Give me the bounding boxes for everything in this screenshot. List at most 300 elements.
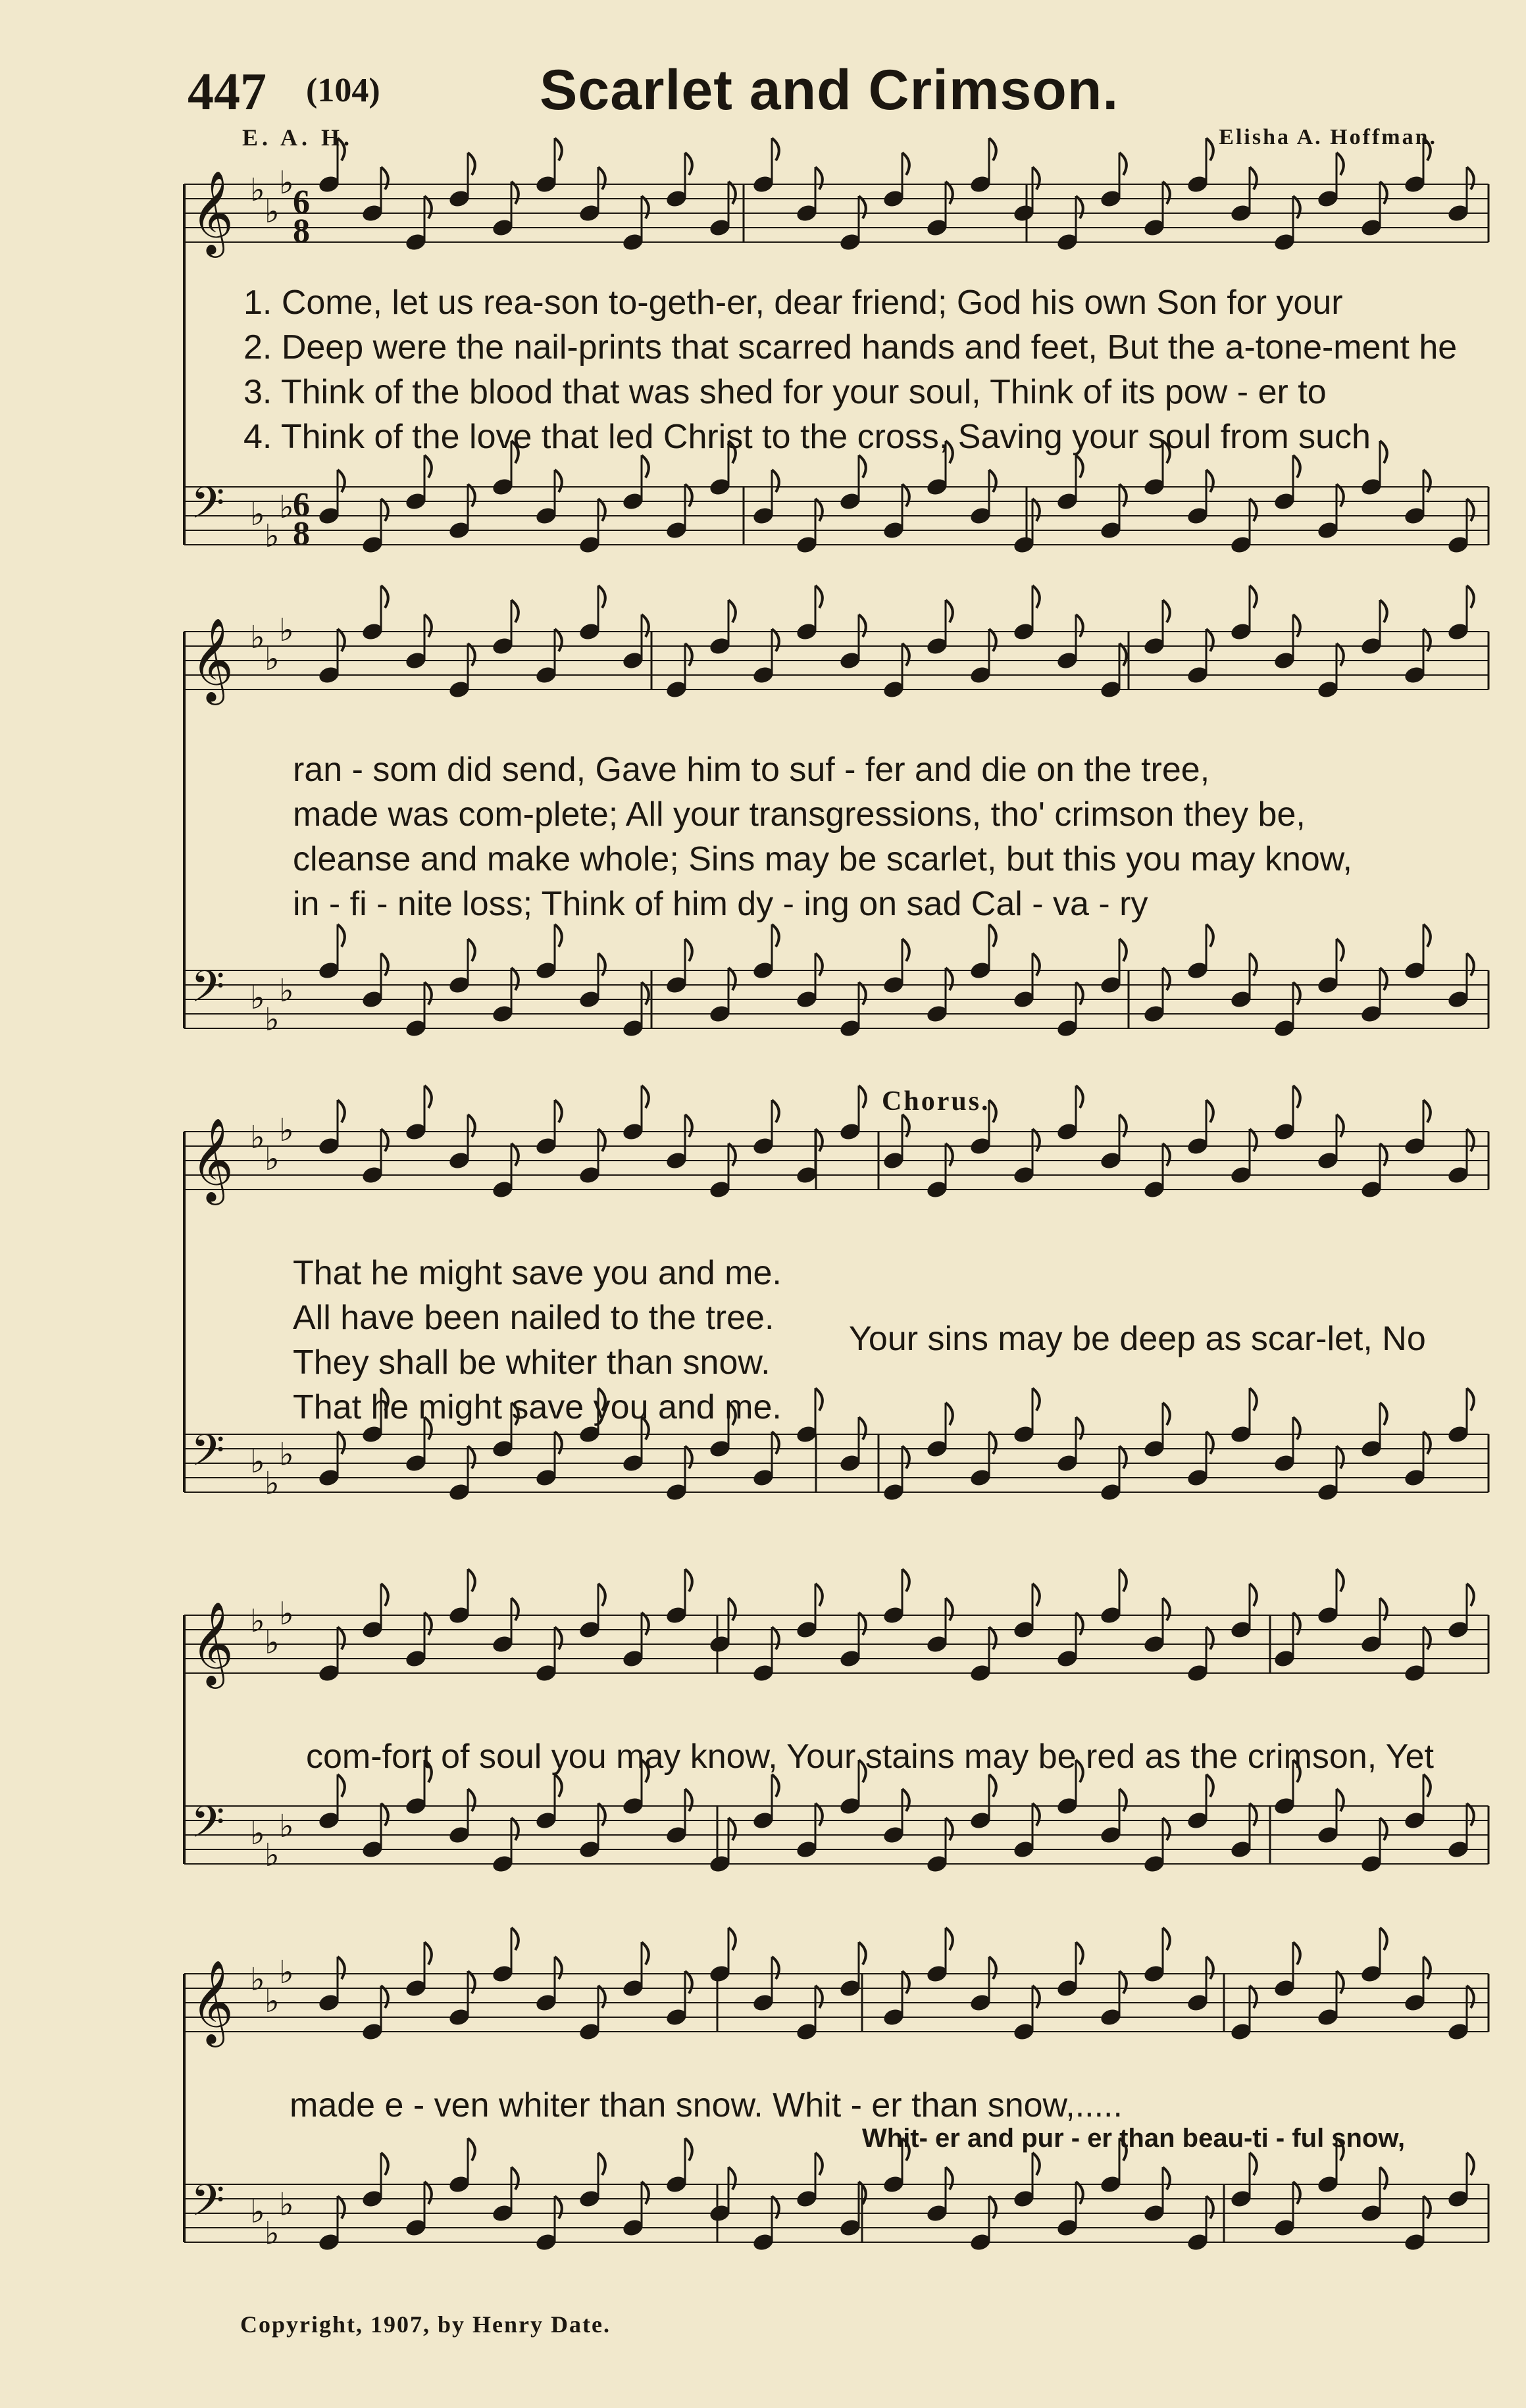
note-flag	[1250, 1129, 1257, 1151]
note-flag	[1250, 499, 1257, 521]
note-flag	[598, 586, 605, 608]
note-flag	[1119, 1789, 1127, 1811]
time-signature: 8	[293, 213, 310, 250]
note-flag	[1293, 615, 1300, 637]
note-flag	[1423, 470, 1431, 492]
note-flag	[468, 1569, 475, 1592]
note-flag	[989, 1100, 996, 1122]
note-flag	[1293, 1417, 1300, 1440]
note-flag	[1119, 153, 1127, 175]
note-flag	[642, 196, 649, 218]
flat-icon: ♭	[250, 496, 265, 533]
note-flag	[859, 1417, 866, 1440]
verse-3-line-1: 3. Think of the blood that was shed for your soul, Think of its pow - er to	[243, 373, 1327, 411]
note-flag	[728, 1598, 736, 1620]
note-flag	[1076, 982, 1083, 1005]
note-flag	[1163, 1928, 1170, 1950]
note-flag	[1076, 1086, 1083, 1108]
note-flag	[1380, 1928, 1387, 1950]
note-flag	[338, 924, 345, 947]
flat-icon: ♭	[265, 1465, 280, 1502]
note-flag	[685, 1115, 692, 1137]
note-flag	[338, 1432, 345, 1454]
treble-clef-icon: 𝄞	[191, 1601, 234, 1685]
note-flag	[468, 643, 475, 666]
note-flag	[555, 138, 562, 161]
note-flag	[815, 1584, 823, 1606]
note-flag	[511, 600, 519, 622]
note-flag	[772, 1774, 779, 1797]
note-flag	[381, 1803, 388, 1826]
note-flag	[338, 470, 345, 492]
note-flag	[946, 1928, 953, 1950]
verse-4-line-2: in - fi - nite loss; Think of him dy - ing on sad Cal - va - ry	[293, 885, 1148, 923]
note-flag	[338, 1100, 345, 1122]
note-flag	[555, 470, 562, 492]
note-flag	[1423, 1432, 1431, 1454]
time-signature: 6	[293, 184, 310, 221]
flat-icon: ♭	[265, 641, 280, 678]
note-flag	[1076, 1613, 1083, 1635]
note-flag	[511, 968, 519, 990]
note-flag	[1076, 455, 1083, 478]
note-flag	[772, 1432, 779, 1454]
note-flag	[772, 470, 779, 492]
note-flag	[338, 1627, 345, 1649]
note-flag	[1467, 1986, 1474, 2008]
note-flag	[772, 138, 779, 161]
note-flag	[1423, 629, 1431, 651]
chorus-line-3: made e - ven whiter than snow. Whit - er than snow,.....	[290, 2086, 1123, 2124]
note-flag	[1250, 2153, 1257, 2175]
bass-clef-icon: 𝄢	[191, 1797, 225, 1858]
chorus-line-3-alt: Whit- er and pur - er than beau-ti - ful snow,	[862, 2124, 1406, 2153]
flat-icon: ♭	[279, 164, 294, 201]
note-flag	[685, 643, 692, 666]
note-flag	[424, 1942, 432, 1965]
note-flag	[1163, 600, 1170, 622]
chorus-line-1: Your sins may be deep as scar-let, No	[849, 1320, 1426, 1358]
note-flag	[1380, 441, 1387, 463]
note-flag	[902, 484, 909, 507]
note-flag	[685, 1971, 692, 1994]
note-flag	[1206, 629, 1213, 651]
flat-icon: ♭	[250, 1961, 265, 1998]
flat-icon: ♭	[265, 1837, 280, 1874]
note-flag	[815, 1986, 823, 2008]
note-flag	[1076, 196, 1083, 218]
note-flag	[1250, 1388, 1257, 1411]
note-flag	[1380, 1403, 1387, 1425]
note-flag	[1076, 615, 1083, 637]
text-author: E. A. H.	[242, 124, 354, 151]
note-flag	[815, 167, 823, 189]
alt-hymn-number: (104)	[306, 72, 380, 109]
treble-clef-icon: 𝄞	[191, 1117, 234, 1201]
note-flag	[381, 499, 388, 521]
note-flag	[728, 600, 736, 622]
note-flag	[381, 167, 388, 189]
note-flag	[511, 1928, 519, 1950]
verse-1-line-3: That he might save you and me.	[293, 1254, 782, 1292]
note-flag	[728, 1143, 736, 1166]
composer: Elisha A. Hoffman.	[1219, 125, 1437, 149]
note-flag	[1032, 499, 1040, 521]
note-flag	[859, 1942, 866, 1965]
note-flag	[902, 1789, 909, 1811]
bass-clef-icon: 𝄢	[191, 2175, 225, 2236]
note-flag	[902, 939, 909, 961]
note-flag	[511, 182, 519, 204]
note-flag	[815, 953, 823, 976]
note-flag	[555, 629, 562, 651]
note-flag	[1032, 167, 1040, 189]
note-flag	[468, 2138, 475, 2161]
note-flag	[1336, 484, 1344, 507]
note-flag	[772, 1100, 779, 1122]
note-flag	[1032, 1388, 1040, 1411]
bass-clef-icon: 𝄢	[191, 478, 225, 539]
note-flag	[1380, 182, 1387, 204]
note-flag	[728, 2167, 736, 2190]
note-flag	[902, 1446, 909, 1468]
note-flag	[1119, 1971, 1127, 1994]
note-flag	[642, 1613, 649, 1635]
note-flag	[859, 196, 866, 218]
note-flag	[1336, 1446, 1344, 1468]
note-flag	[598, 1129, 605, 1151]
flat-icon: ♭	[279, 612, 294, 649]
note-flag	[598, 2153, 605, 2175]
note-flag	[815, 1388, 823, 1411]
note-flag	[1467, 1129, 1474, 1151]
time-signature: 8	[293, 515, 310, 553]
note-flag	[468, 1115, 475, 1137]
note-flag	[1163, 182, 1170, 204]
note-flag	[815, 586, 823, 608]
verse-1-line-2: ran - som did send, Gave him to suf - fer and die on the tree,	[293, 751, 1210, 789]
note-flag	[902, 153, 909, 175]
flat-icon: ♭	[265, 1141, 280, 1178]
note-flag	[381, 2153, 388, 2175]
note-flag	[1336, 643, 1344, 666]
note-flag	[555, 1432, 562, 1454]
note-flag	[1467, 953, 1474, 976]
note-flag	[989, 629, 996, 651]
note-flag	[946, 1403, 953, 1425]
flat-icon: ♭	[279, 1436, 294, 1473]
note-flag	[598, 499, 605, 521]
flat-icon: ♭	[250, 1603, 265, 1640]
note-flag	[1206, 1957, 1213, 1979]
note-flag	[946, 182, 953, 204]
note-flag	[1076, 1942, 1083, 1965]
note-flag	[1467, 1388, 1474, 1411]
hymn-title: Scarlet and Crimson.	[540, 59, 1119, 122]
note-flag	[859, 615, 866, 637]
flat-icon: ♭	[265, 193, 280, 230]
note-flag	[1119, 1115, 1127, 1137]
note-flag	[1250, 1986, 1257, 2008]
note-flag	[1423, 1957, 1431, 1979]
note-flag	[772, 629, 779, 651]
note-flag	[1163, 1403, 1170, 1425]
note-flag	[555, 924, 562, 947]
note-flag	[1206, 1432, 1213, 1454]
chorus-line-2: com-fort of soul you may know, Your stains may be red as the crimson, Yet	[306, 1738, 1434, 1776]
note-flag	[902, 1115, 909, 1137]
note-flag	[468, 939, 475, 961]
note-flag	[1119, 939, 1127, 961]
note-flag	[642, 455, 649, 478]
note-flag	[381, 1129, 388, 1151]
flat-icon: ♭	[250, 980, 265, 1016]
note-flag	[1336, 1971, 1344, 1994]
flat-icon: ♭	[279, 1112, 294, 1149]
note-flag	[1293, 196, 1300, 218]
note-flag	[555, 1100, 562, 1122]
note-flag	[1206, 924, 1213, 947]
verse-4-line-3: That he might save you and me.	[293, 1388, 782, 1426]
note-flag	[468, 1446, 475, 1468]
note-flag	[511, 1598, 519, 1620]
note-flag	[555, 2196, 562, 2219]
note-flag	[381, 953, 388, 976]
note-flag	[1293, 2182, 1300, 2204]
note-flag	[1467, 586, 1474, 608]
note-flag	[1380, 1598, 1387, 1620]
note-flag	[1119, 484, 1127, 507]
note-flag	[1336, 1569, 1344, 1592]
note-flag	[1076, 1417, 1083, 1440]
note-flag	[1423, 1100, 1431, 1122]
note-flag	[1206, 1774, 1213, 1797]
treble-clef-icon: 𝄞	[191, 617, 234, 701]
flat-icon: ♭	[265, 2215, 280, 2252]
note-flag	[1206, 1627, 1213, 1649]
note-flag	[989, 924, 996, 947]
note-flag	[1163, 1143, 1170, 1166]
note-flag	[511, 2167, 519, 2190]
treble-clef-icon: 𝄞	[191, 1959, 234, 2044]
note-flag	[1032, 1803, 1040, 1826]
flat-icon: ♭	[265, 1624, 280, 1661]
note-flag	[1380, 2167, 1387, 2190]
note-flag	[1293, 982, 1300, 1005]
note-flag	[946, 968, 953, 990]
note-flag	[642, 1086, 649, 1108]
note-flag	[1119, 643, 1127, 666]
note-flag	[859, 455, 866, 478]
note-flag	[1336, 1789, 1344, 1811]
note-flag	[598, 167, 605, 189]
note-flag	[1163, 1818, 1170, 1840]
note-flag	[424, 196, 432, 218]
flat-icon: ♭	[265, 518, 280, 555]
note-flag	[555, 1774, 562, 1797]
verse-2-line-1: 2. Deep were the nail-prints that scarred hands and feet, But the a-tone-ment he	[243, 328, 1458, 366]
verse-2-line-2: made was com-plete; All your transgressions, tho' crimson they be,	[293, 795, 1306, 834]
note-flag	[859, 1613, 866, 1635]
note-flag	[946, 1818, 953, 1840]
flat-icon: ♭	[279, 972, 294, 1009]
note-flag	[1293, 1942, 1300, 1965]
note-flag	[685, 153, 692, 175]
note-flag	[815, 499, 823, 521]
note-flag	[381, 1584, 388, 1606]
note-flag	[1423, 1627, 1431, 1649]
note-flag	[946, 600, 953, 622]
note-flag	[989, 1432, 996, 1454]
note-flag	[1467, 167, 1474, 189]
note-flag	[1032, 1986, 1040, 2008]
note-flag	[1163, 968, 1170, 990]
note-flag	[1423, 2196, 1431, 2219]
note-flag	[424, 982, 432, 1005]
flat-icon: ♭	[279, 1808, 294, 1845]
note-flag	[1423, 138, 1431, 161]
note-flag	[685, 2138, 692, 2161]
note-flag	[1380, 1818, 1387, 1840]
note-flag	[1380, 1143, 1387, 1166]
note-flag	[1293, 1086, 1300, 1108]
note-flag	[685, 1789, 692, 1811]
note-flag	[598, 1986, 605, 2008]
verse-1-line-1: 1. Come, let us rea-son to-geth-er, dear friend; God his own Son for your	[243, 284, 1343, 322]
note-flag	[1423, 1774, 1431, 1797]
note-flag	[424, 615, 432, 637]
flat-icon: ♭	[250, 172, 265, 209]
flat-icon: ♭	[265, 1983, 280, 2020]
note-flag	[902, 643, 909, 666]
note-flag	[685, 939, 692, 961]
note-flag	[424, 455, 432, 478]
note-flag	[1206, 470, 1213, 492]
flat-icon: ♭	[279, 489, 294, 526]
verse-3-line-3: They shall be whiter than snow.	[293, 1343, 771, 1382]
note-flag	[1336, 939, 1344, 961]
note-flag	[902, 1971, 909, 1994]
hymn-number: 447	[188, 63, 267, 121]
flat-icon: ♭	[250, 2194, 265, 2230]
note-flag	[1380, 600, 1387, 622]
flat-icon: ♭	[250, 1815, 265, 1852]
note-flag	[728, 1818, 736, 1840]
flat-icon: ♭	[279, 2186, 294, 2223]
time-signature: 6	[293, 486, 310, 524]
note-flag	[1032, 2153, 1040, 2175]
bass-clef-icon: 𝄢	[191, 1425, 225, 1486]
note-flag	[1032, 953, 1040, 976]
note-flag	[381, 586, 388, 608]
note-flag	[946, 2167, 953, 2190]
note-flag	[989, 1774, 996, 1797]
note-flag	[1032, 1584, 1040, 1606]
note-flag	[1250, 586, 1257, 608]
note-flag	[1467, 499, 1474, 521]
note-flag	[772, 1957, 779, 1979]
copyright-notice: Copyright, 1907, by Henry Date.	[240, 2311, 611, 2338]
note-flag	[424, 2182, 432, 2204]
note-flag	[1206, 2196, 1213, 2219]
note-flag	[598, 953, 605, 976]
note-flag	[1467, 1803, 1474, 1826]
note-flag	[1336, 1115, 1344, 1137]
note-flag	[1250, 167, 1257, 189]
verse-3-line-2: cleanse and make whole; Sins may be scarlet, but this you may know,	[293, 840, 1352, 878]
note-flag	[859, 1086, 866, 1108]
bass-clef-icon: 𝄢	[191, 961, 225, 1022]
note-flag	[468, 1971, 475, 1994]
flat-icon: ♭	[279, 1595, 294, 1632]
note-flag	[1380, 968, 1387, 990]
note-flag	[424, 1086, 432, 1108]
note-flag	[555, 1957, 562, 1979]
note-flag	[989, 2196, 996, 2219]
flat-icon: ♭	[250, 1443, 265, 1480]
note-flag	[1206, 1100, 1213, 1122]
note-flag	[815, 1803, 823, 1826]
note-flag	[511, 1143, 519, 1166]
note-flag	[1076, 2182, 1083, 2204]
note-flag	[772, 1627, 779, 1649]
note-flag	[468, 153, 475, 175]
note-flag	[1119, 1446, 1127, 1468]
note-flag	[685, 1569, 692, 1592]
note-flag	[598, 1803, 605, 1826]
note-flag	[1293, 1613, 1300, 1635]
verse-2-line-3: All have been nailed to the tree.	[293, 1299, 775, 1337]
note-flag	[338, 2196, 345, 2219]
note-flag	[772, 2196, 779, 2219]
note-flag	[1032, 586, 1040, 608]
flat-icon: ♭	[279, 1954, 294, 1991]
note-flag	[642, 2182, 649, 2204]
note-flag	[989, 138, 996, 161]
note-flag	[1423, 924, 1431, 947]
note-flag	[642, 615, 649, 637]
note-flag	[598, 1584, 605, 1606]
note-flag	[902, 1569, 909, 1592]
note-flag	[1467, 2153, 1474, 2175]
note-flag	[511, 1818, 519, 1840]
verse-4-line-1: 4. Think of the love that led Christ to the cross, Saving your soul from such	[243, 418, 1371, 456]
note-flag	[424, 1613, 432, 1635]
note-flag	[468, 1789, 475, 1811]
flat-icon: ♭	[250, 619, 265, 656]
note-flag	[946, 1143, 953, 1166]
note-flag	[1206, 138, 1213, 161]
note-flag	[728, 968, 736, 990]
note-flag	[685, 484, 692, 507]
note-flag	[1293, 455, 1300, 478]
note-flag	[989, 470, 996, 492]
note-flag	[728, 1928, 736, 1950]
note-flag	[381, 1986, 388, 2008]
note-flag	[728, 182, 736, 204]
chorus-label: Chorus.	[882, 1086, 990, 1116]
treble-clef-icon: 𝄞	[191, 170, 234, 254]
note-flag	[859, 982, 866, 1005]
note-flag	[685, 1446, 692, 1468]
note-flag	[772, 924, 779, 947]
note-flag	[1032, 1129, 1040, 1151]
note-flag	[1163, 2167, 1170, 2190]
note-flag	[1467, 1584, 1474, 1606]
note-flag	[815, 2153, 823, 2175]
note-flag	[1250, 1584, 1257, 1606]
note-flag	[468, 484, 475, 507]
